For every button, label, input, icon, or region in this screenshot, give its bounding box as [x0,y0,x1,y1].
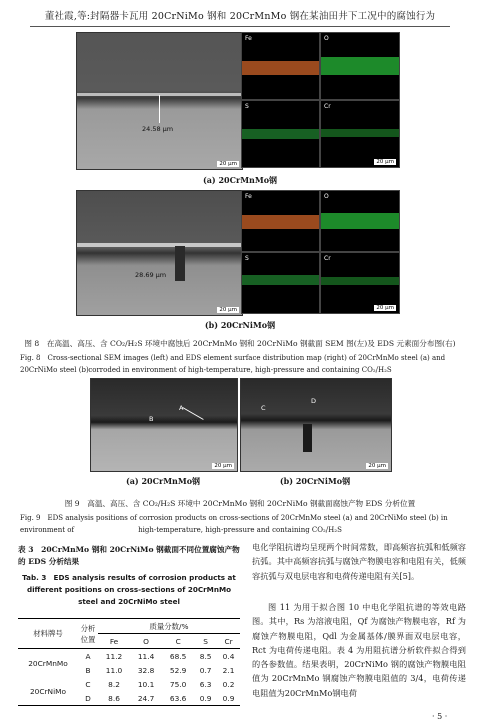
fig8a-sem-image [76,32,243,170]
fig8b-thickness: 28.69 μm [135,271,167,279]
fig9-caption-en-1: Fig. 9 EDS analysis positions of corrosion products on cross-sections of 20CrMnMo steel (a) and 20CrNiMo steel (b) in environment of [20,514,448,534]
fig8-caption-cn: 图 8 在高温、高压、含 CO₂/H₂S 环境中腐蚀后 20CrMnMo 钢和 20CrNiMo 钢截面 SEM 图(左)及 EDS 元素面分布图(右) [24,339,456,348]
table3-col-c: C [175,636,181,646]
fig8a-map-fe: Fe [241,32,320,100]
running-header: 董社霞,等:封隔器卡瓦用 20CrNiMo 钢和 20CrMnMo 钢在某油田井下工况中的腐蚀行为 [44,11,436,22]
table3-col-o: O [143,636,149,646]
table3-col-cr: Cr [224,636,233,646]
table-row: B 11.0 32.8 52.9 0.7 2.1 [85,665,235,675]
fig9-caption-en-2: high-temperature, high-pressure and containing CO₂/H₂S [138,526,342,534]
fig8b-map-s: S [241,252,320,314]
fig8b-map-fe: Fe [241,190,320,252]
fig9-point-d: D [311,397,317,405]
fig9b-sem-image [240,378,392,472]
fig9b-scale: 20 μm [368,463,386,469]
table3-col-position: 分析位置 [80,623,96,644]
table-row: 20CrNiMo C 8.2 10.1 75.0 6.3 0.2 [29,679,235,696]
fig9-point-c: C [261,404,266,412]
fig9a-label: (a) 20CrMnMo钢 [125,476,201,486]
body-para-1: 电化学阻抗谱均呈现两个时间常数，即高频容抗弧和低频容抗弧。其中高频容抗弧与腐蚀产物膜电容和电阻有关，低频容抗弧与双电层电容和电荷传递电阻有关[5]。 [252,542,466,581]
fig9-point-a: A [179,404,184,412]
fig8-caption-en-1: Fig. 8 Cross-sectional SEM images (left) and EDS element surface distribution map (right) of 20CrMnMo steel (a) and 20CrNiMo steel (b) [20,354,446,374]
fig8a-scale: 20 μm [219,161,237,167]
table-row: 20CrMnMo A 11.2 11.4 68.5 8.5 0.4 [28,651,235,668]
header-rule [30,26,450,27]
table3-col-fe: Fe [109,636,119,646]
fig8a-map-cr: Cr 20 μm [320,100,400,168]
fig9-caption-cn: 图 9 高温、高压、含 CO₂/H₂S 环境中 20CrMnMo 钢和 20CrNiMo 钢截面腐蚀产物 EDS 分析位置 [64,499,416,508]
fig9b-label: (b) 20CrNiMo钢 [279,476,351,486]
fig9a-sem-image [90,378,238,472]
fig9a-scale: 20 μm [214,463,232,469]
table3-caption-cn: 表 3 20CrMnMo 钢和 20CrNiMo 钢截面不同位置腐蚀产物的 EDS 分析结果 [18,545,240,566]
table3-caption-en: Tab. 3 EDS analysis results of corrosion products at different positions on cross-sections of 20CrMnMo steel and 20CrNiMo steel [22,573,236,606]
fig8b-sem-image [76,190,243,316]
fig8b-map-cr: Cr 20 μm [320,252,400,314]
body-para-2: 图 11 为用于拟合图 10 中电化学阻抗谱的等效电路图。其中，Rs 为溶液电阻，Qf 为腐蚀产物膜电容，Rf 为腐蚀产物膜电阻，Qdl 为金属基体/膜界面双电层电容，Rct 为电荷传递电阻。表 4 为用阻抗谱分析软件拟合得到的各参数值。结果表明，20CrNiMo 钢的腐蚀产物膜电阻值为 20CrMnMo 钢腐蚀产物膜电阻值的 3/4，电荷传递电阻值为20CrMnMo钢电荷 [252,602,466,698]
fig8b-scale: 20 μm [219,307,237,313]
fig8b-map-o: O [320,190,400,252]
fig8a-thickness: 24.58 μm [142,125,174,133]
fig8-caption-en-2: corroded in environment of high-temperature, high-pressure and containing CO₂/H₂S [88,366,392,374]
fig8a-map-o: O [320,32,400,100]
fig8a-map-s: S [241,100,320,168]
table3 [18,618,240,706]
table-row: D 8.6 24.7 63.6 0.9 0.9 [18,691,240,706]
table3-col-group: 质量分数/% [98,619,240,634]
fig8a-label: (a) 20CrMnMo钢 [202,175,278,185]
fig9-point-b: B [149,415,154,423]
fig8b-label: (b) 20CrNiMo钢 [204,320,276,330]
table3-col-s: S [203,636,208,646]
table3-col-material: 材料牌号 [33,629,63,638]
page-number: · 5 · [432,712,448,721]
